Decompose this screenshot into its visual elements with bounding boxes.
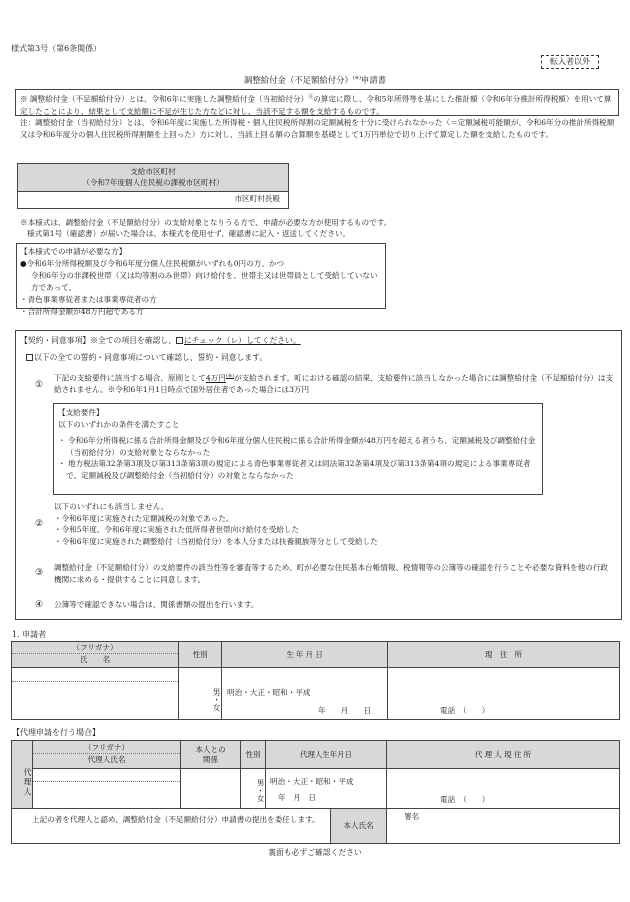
proxy-relation-header: 本人との関係: [181, 741, 241, 769]
applicant-era: 明治・大正・昭和・平成: [227, 688, 311, 697]
proxy-sex-field[interactable]: 男・女: [241, 769, 266, 809]
definition-note-mark: 注: [308, 94, 314, 100]
applicant-section-title: 1. 申請者: [12, 630, 47, 639]
item1-amount-note: (※): [225, 373, 234, 379]
addressee-header: [18, 164, 288, 192]
applicant-phone: 電話 （ ）: [440, 706, 490, 715]
definition-text: ※ 調整給付金（不足額給付分）とは、令和6年に実施した調整給付金（当初給付分）: [20, 94, 309, 104]
item2-a: ・令和6年度に実施された定額減税の対象であった。: [54, 513, 234, 523]
item2-b: ・令和5年度、令和6年度に実施された低所得者世帯向け給付を受給した: [54, 525, 300, 534]
applicability-line3: ・青色事業専従者または事業専従者の方: [20, 295, 157, 304]
addressee-mayor: 市区町村長殿: [234, 194, 280, 203]
consent-heading: [20, 336, 301, 347]
applicant-name-cell[interactable]: [12, 668, 179, 719]
applicability-line1: ●令和6年分所得税額及び令和6年度分個人住民税額がいずれも0円の方、かつ: [20, 259, 285, 268]
applicant-dob-header: 生 年 月 日: [222, 642, 388, 668]
consent-intro-row: [26, 353, 267, 364]
proxy-name-field[interactable]: [33, 769, 181, 809]
footer-note: 裏面も必ずご確認ください: [268, 848, 362, 857]
consent-box: [15, 330, 622, 620]
item3-text: 調整給付金（不足額給付分）の支給要件の該当性等を審査等するため、町が必要な住民基本台帳情報、税情報等の公簿等の確認を行うことや必要な資料を他の行政機関に求める・提供することに同意します。: [54, 563, 609, 584]
checkbox-sample: [176, 337, 183, 344]
proxy-furigana-header: （フリガナ）: [33, 742, 180, 754]
title-main: 調整給付金（不足額給付分）: [243, 75, 353, 85]
applicability-box: [16, 243, 386, 316]
proxy-sex-header: 性別: [241, 741, 266, 769]
applicant-furigana-header: （フリガナ）: [12, 642, 178, 654]
applicant-name-label: 氏 名: [79, 655, 111, 664]
usage-note-2: 様式第1号（確認書）が届いた場合は、本様式を使用せず、確認書に記入・返送してください。: [27, 229, 351, 238]
applicability-line2: 令和6年分の非課税世帯（又は均等割のみ世帯）向け給付を、世帯主又は世帯員として受給していない方であって、: [31, 271, 378, 292]
proxy-name-label: 代理人氏名: [87, 755, 126, 764]
item2-intro: 以下のいずれにも該当しません。: [54, 502, 169, 511]
item2-c: ・令和6年度に実施された調整給付（当初給付分）を本人分または扶養親族等分として受給した: [54, 536, 378, 546]
proxy-name-header: [33, 741, 181, 769]
proxy-era: 明治・大正・昭和・平成: [270, 777, 354, 786]
item1-amount: 4万円: [205, 373, 226, 383]
consent-checkbox[interactable]: [26, 354, 33, 361]
consent-heading-check: にチェック（レ）してください。: [183, 336, 301, 345]
item1-text: [54, 371, 614, 396]
delegation-text: 上記の者を代理人と認め、調整給付金（不足額給付分）申請書の提出を委任します。: [12, 809, 331, 843]
item2-text: [54, 501, 614, 547]
requirement-1: ・ 令和6年分所得税に係る合計所得金額及び令和6年度分個人住民税に係る合計所得金額が48万円を超える者うち、定額減税及び調整給付金（当初給付分）の支給対象とならなかった: [58, 436, 536, 457]
item1-mark: ①: [35, 380, 44, 390]
applicant-name-header: [12, 642, 179, 668]
proxy-side-label: 代理人: [12, 741, 33, 809]
title-note-mark: (※): [352, 75, 361, 82]
applicability-heading: 【本様式での申請が必要な方】: [20, 247, 127, 256]
proxy-table: [11, 740, 620, 844]
transfer-badge: 転入者以外: [541, 55, 599, 69]
consent-heading-text: 【契約・同意事項】※全ての項目を確認し、: [20, 336, 176, 345]
usage-note-1: ※本様式は、調整給付金（不足額給付分）の支給対象となりうる方で、申請が必要な方が使用するものです。: [20, 218, 392, 227]
proxy-address-field[interactable]: [387, 769, 619, 809]
item1-b: が支給されます。町における確認の結果、支給要件に該当しなかった場合には調整給付金（不足額給付分）は支給されません。※令和6年1月1日時点で国外居住者であった場合には3万円: [54, 373, 614, 395]
title-suffix: 申請書: [360, 75, 387, 85]
requirements-heading: 【支給要件】: [58, 408, 104, 417]
page-title: [0, 75, 630, 86]
applicant-sex-field[interactable]: 男・女: [179, 668, 222, 719]
applicant-dob-field[interactable]: [222, 668, 388, 719]
proxy-ymd: 年 月 日: [278, 793, 316, 802]
item4-mark: ④: [35, 600, 44, 610]
consent-intro: 以下の全ての誓約・同意事項について確認し、誓約・同意します。: [34, 353, 268, 362]
requirements-intro: 以下のいずれかの条件を満たすこと: [58, 419, 180, 429]
applicability-line4: ・合計所得金額が48万円超である方: [20, 307, 144, 316]
applicant-furigana-field[interactable]: [12, 668, 178, 682]
definition-box: [15, 89, 619, 116]
proxy-section-title: 【代理申請を行う場合】: [12, 728, 100, 737]
proxy-furigana-field[interactable]: [33, 769, 180, 782]
form-number: 様式第3号（第6条関係）: [11, 44, 102, 53]
item2-mark: ②: [35, 519, 44, 529]
applicant-ymd: 年 月 日: [318, 706, 372, 715]
applicant-sex-header: 性別: [179, 642, 222, 668]
item3-mark: ③: [35, 568, 44, 578]
applicant-table: [11, 641, 620, 720]
proxy-relation-field[interactable]: [181, 769, 241, 809]
item4-text: 公簿等で確認できない場合は、関係書類の提出を行います。: [54, 600, 259, 609]
requirement-2: ・ 地方税法第32条第3項及び第313条第3項の規定による青色事業専従者又は同法第32条第4項及び第313条第4項の規定による事業専従者で、定額減税及び調整給付金（当初給付分）の対象とならなかった: [58, 459, 531, 480]
addressee-line1: 支給市区町村: [130, 167, 176, 176]
proxy-dob-header: 代理人生年月日: [266, 741, 387, 769]
proxy-address-header: 代 理 人 現 住 所: [387, 741, 619, 769]
principal-name-label: 本人氏名: [331, 809, 387, 843]
item1-a: 下記の支給要件に該当する場合、原則として: [54, 373, 206, 383]
addressee-box: [17, 163, 289, 209]
definition-footnote: 注：調整給付金（当初給付分）とは、令和6年度に実施した所得税・個人住民税所得割の定額減税を十分に受けられなかった（＝定額減税可能額が、令和6年分の推計所得税額又は令和6年度分の個人住民税所得割額を上回った）方に対し、当該上回る額の合算額を基礎として1万円単位で切り上げて算定した額を支給したものです。: [20, 118, 615, 139]
principal-signature-field[interactable]: [387, 809, 619, 843]
definition-text-cont: の算定に際し、令和5年所得等を基にした推計額（令和6年分推計所得税額）を用いて算定したことにより、結果として支給額に不足が生じた方などに対し、当該不足する額を支給するものです。: [20, 94, 612, 116]
proxy-dob-field[interactable]: [266, 769, 387, 809]
signature-label: 署名: [404, 812, 420, 821]
applicant-address-field[interactable]: [388, 668, 619, 719]
proxy-phone: 電話 （ ）: [440, 795, 490, 804]
applicant-address-header: 現 住 所: [388, 642, 619, 668]
requirements-box: [53, 403, 543, 495]
addressee-line2: （令和7年度個人住民税の課税市区町村）: [82, 178, 224, 187]
